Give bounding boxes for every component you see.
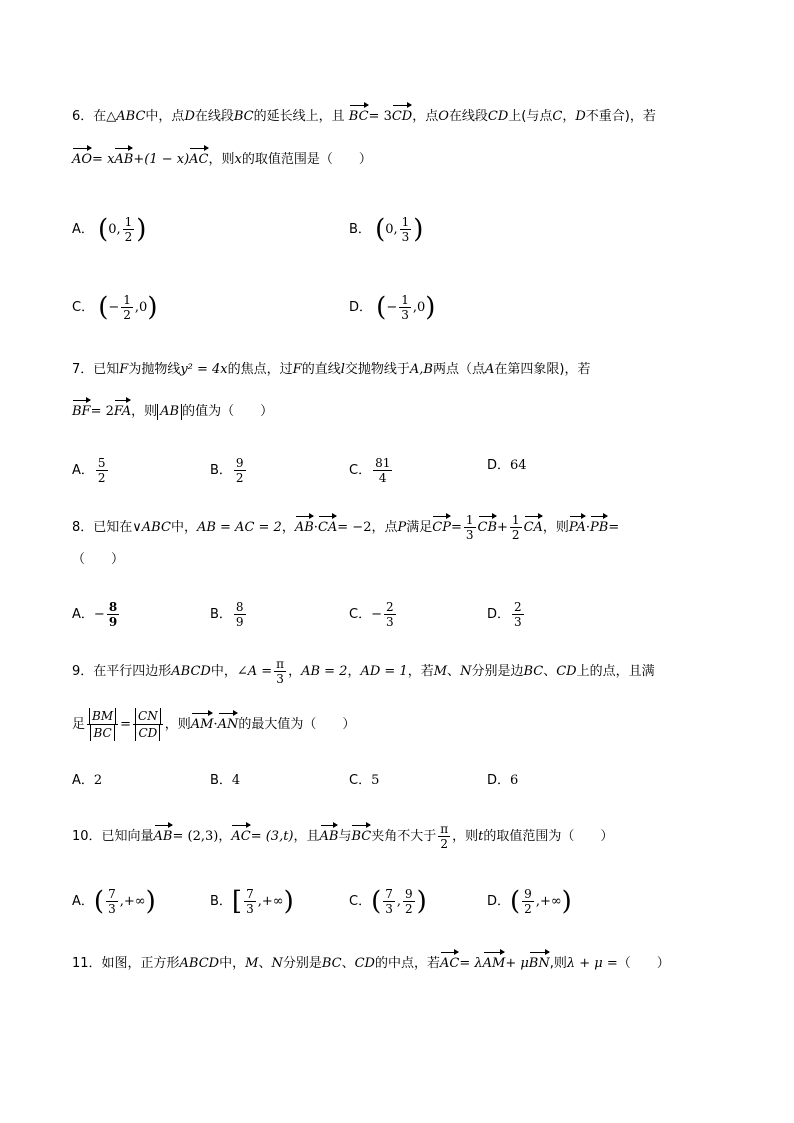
paren-open: ( xyxy=(98,214,109,245)
option-label: A． xyxy=(72,773,94,788)
vector-ab: AB xyxy=(295,518,314,538)
vector-cb: CB xyxy=(478,518,498,538)
math-lambda-mu: λ + μ = xyxy=(566,956,618,971)
option-label: A． xyxy=(72,607,94,622)
vector-ac: AC xyxy=(231,827,250,847)
q10-text: 的取值范围为（ ） xyxy=(483,829,614,844)
q9-option-c[interactable] xyxy=(349,771,379,791)
q7-text: 为抛物线 xyxy=(128,362,181,377)
q9-option-b[interactable] xyxy=(210,771,240,791)
q9-text: ， xyxy=(347,664,361,679)
option-value: ,0 xyxy=(134,300,148,315)
q11-text: ,则 xyxy=(549,956,567,971)
q7-text: 的值为（ ） xyxy=(182,404,274,419)
q6-option-d[interactable] xyxy=(349,293,435,322)
option-value: 4 xyxy=(231,773,241,788)
math-f: F xyxy=(119,362,129,377)
math-abcd: ABCD xyxy=(171,664,211,679)
option-label: B． xyxy=(210,894,232,909)
q9-text: 足 xyxy=(72,717,86,732)
vector-bn: BN xyxy=(529,954,550,974)
fraction: $\frac{5}{2}$ xyxy=(97,456,106,485)
fraction: $\frac{\pi}{2}$ xyxy=(440,822,449,851)
math-l: l xyxy=(340,362,345,377)
q9-option-d[interactable] xyxy=(487,771,518,791)
math-ab: A,B xyxy=(409,362,433,377)
math-cd: CD xyxy=(487,109,509,124)
option-value: 2 xyxy=(93,773,103,788)
option-value: ,+∞ xyxy=(257,894,284,909)
paren-close: ) xyxy=(147,292,158,323)
math-eq: AD = 1 xyxy=(360,664,408,679)
fraction: $\frac{1}{3}$ xyxy=(465,513,474,542)
q8-text: （ ） xyxy=(72,552,125,567)
vector-ca: CA xyxy=(524,518,543,538)
option-value: 0, xyxy=(385,222,398,237)
bracket-close: ) xyxy=(416,886,427,917)
q6-option-a[interactable] xyxy=(72,215,146,244)
math-eq: = −2 xyxy=(337,520,372,535)
fraction: $\frac{9}{2}$ xyxy=(235,456,244,485)
q8-option-c[interactable] xyxy=(349,600,398,629)
q9-text: 、 xyxy=(543,664,557,679)
minus-sign: − xyxy=(386,300,398,315)
math-plus: + μ xyxy=(505,956,529,971)
q8-text: 中， xyxy=(170,520,197,535)
q6-text: 在线段 xyxy=(194,109,234,124)
q7-text: 的直线 xyxy=(301,362,341,377)
q6-option-b[interactable] xyxy=(349,215,423,244)
option-label: C． xyxy=(349,463,372,478)
q7-option-d[interactable] xyxy=(487,456,527,476)
q8-line1 xyxy=(72,513,619,542)
vector-ab: AB xyxy=(154,827,173,847)
q9-text: ， xyxy=(288,664,302,679)
fraction: $\frac{81}{4}$ xyxy=(375,456,391,485)
q7-text: 在第四象限)，若 xyxy=(494,362,591,377)
option-label: D． xyxy=(487,607,511,622)
fraction: $\frac{CN}{CD}$ xyxy=(133,708,163,741)
q7-line2 xyxy=(72,402,273,422)
fraction: $\frac{8}{9}$ xyxy=(108,600,118,629)
q8-option-d[interactable] xyxy=(487,600,526,629)
math-plus: + xyxy=(497,520,508,535)
q6-option-c[interactable] xyxy=(72,293,157,322)
math-eq: = 2 xyxy=(90,404,114,419)
option-label: A． xyxy=(72,894,94,909)
q10-option-d[interactable] xyxy=(487,887,572,916)
q7-text: ，则 xyxy=(131,404,158,419)
math-eq: AB = 2 xyxy=(301,664,348,679)
q8-text: ，则 xyxy=(542,520,569,535)
q8-text: 8．已知在 xyxy=(72,520,133,535)
q6-text: 上(与点 xyxy=(508,109,553,124)
q8-text: ，点 xyxy=(371,520,398,535)
paren-open: ( xyxy=(375,214,386,245)
option-value: 64 xyxy=(510,458,527,473)
bracket-open: [ xyxy=(231,886,243,917)
vector-am: AM xyxy=(191,715,214,735)
math-eq: = xyxy=(450,520,462,535)
option-value: 5 xyxy=(371,773,380,788)
q10-text: ，则 xyxy=(452,829,479,844)
q11-text: 中， xyxy=(219,956,246,971)
dot-product: · xyxy=(213,717,218,732)
q10-text: 与 xyxy=(338,829,352,844)
math-m: M xyxy=(433,664,448,679)
q8-text: 满足 xyxy=(406,520,433,535)
q6-line2 xyxy=(72,150,372,170)
math-bc: BC xyxy=(233,109,254,124)
math-n: N xyxy=(460,664,472,679)
vector-bf: BF xyxy=(72,402,91,422)
math-abc: ABC xyxy=(141,520,171,535)
q6-text: ，则 xyxy=(208,152,235,167)
q7-option-c[interactable] xyxy=(349,456,394,485)
vector-an: AN xyxy=(218,715,239,735)
fraction: $\frac{2}{3}$ xyxy=(385,600,394,629)
math-eq: = xyxy=(608,520,620,535)
math-cd: CD xyxy=(354,956,375,971)
option-label: D． xyxy=(487,894,511,909)
option-value: ,+∞ xyxy=(119,894,146,909)
q6-text: 不重合)，若 xyxy=(585,109,656,124)
option-value: ,0 xyxy=(412,300,426,315)
q6-text: 6．在 xyxy=(72,109,107,124)
q10-line xyxy=(72,822,613,851)
fraction: $\frac{1}{2}$ xyxy=(124,215,133,244)
q11-text: 的中点，若 xyxy=(374,956,440,971)
q11-text: 、 xyxy=(258,956,272,971)
option-label: A． xyxy=(72,463,94,478)
q6-text: 的延长线上，且 xyxy=(253,109,345,124)
vector-am: AM xyxy=(483,954,506,974)
fraction: $\frac{BM}{BC}$ xyxy=(87,708,118,741)
q11-line xyxy=(72,954,670,974)
abs-ab: AB xyxy=(157,404,182,420)
fraction: $\frac{\pi}{3}$ xyxy=(276,657,285,686)
q7-text: 7．已知 xyxy=(72,362,120,377)
math-eq: = x xyxy=(92,152,115,167)
option-label: B． xyxy=(210,773,232,788)
q9-text: 中， xyxy=(210,664,237,679)
q11-text: 分别是 xyxy=(282,956,322,971)
option-label: C． xyxy=(349,607,372,622)
q8-line2 xyxy=(72,550,124,570)
math-one-minus-x: (1 − x) xyxy=(144,152,190,167)
option-label: C． xyxy=(349,894,372,909)
bracket-open: ( xyxy=(93,886,105,917)
q10-option-b[interactable] xyxy=(210,887,294,916)
fraction: $\frac{9}{2}$ xyxy=(405,887,413,916)
vector-ao: AO xyxy=(72,150,92,170)
math-bc: BC xyxy=(523,664,544,679)
q9-line1 xyxy=(72,657,655,686)
q6-text: 中，点 xyxy=(145,109,185,124)
q9-option-a[interactable] xyxy=(72,771,102,791)
math-x: x xyxy=(234,152,242,167)
vector-pb: PB xyxy=(590,518,608,538)
math-f: F xyxy=(292,362,302,377)
math-d: D xyxy=(184,109,195,124)
math-bc: BC xyxy=(321,956,342,971)
vector-cp: CP xyxy=(432,518,451,538)
fraction: $\frac{1}{2}$ xyxy=(511,513,520,542)
fraction: $\frac{8}{9}$ xyxy=(235,600,244,629)
vector-bc: BC xyxy=(349,107,369,127)
math-abc: ABC xyxy=(116,109,146,124)
math-abcd: ABCD xyxy=(179,956,220,971)
option-label: C． xyxy=(72,300,95,315)
q10-text: ，且 xyxy=(293,829,320,844)
dot-product: · xyxy=(313,520,318,535)
fraction: $\frac{1}{3}$ xyxy=(401,293,409,322)
option-label: C． xyxy=(349,773,372,788)
vector-ab: AB xyxy=(114,150,133,170)
dot-product: · xyxy=(585,520,591,535)
math-angle: ∠A = xyxy=(236,664,273,679)
q6-text: 在线段 xyxy=(448,109,488,124)
bracket-close: ) xyxy=(561,886,572,917)
math-d: D xyxy=(575,109,586,124)
paren-close: ) xyxy=(136,214,147,245)
q7-text: 的焦点，过 xyxy=(227,362,293,377)
option-value: 0, xyxy=(108,222,121,237)
paren-close: ) xyxy=(413,214,424,245)
bracket-close: ) xyxy=(145,886,156,917)
q9-text: ，若 xyxy=(407,664,434,679)
q9-text: 分别是边 xyxy=(471,664,524,679)
math-plus: + xyxy=(133,152,145,167)
math-eq: = 3 xyxy=(368,109,392,124)
q8-option-b[interactable] xyxy=(210,600,248,629)
math-p: P xyxy=(397,520,407,535)
option-label: A． xyxy=(72,222,94,237)
triangle-symbol: △ xyxy=(106,109,117,124)
minus-sign: − xyxy=(371,607,382,622)
fraction: $\frac{7}{3}$ xyxy=(246,887,254,916)
math-eq: = (2,3) xyxy=(172,829,219,844)
q7-option-b[interactable] xyxy=(210,456,248,485)
q6-text: ， xyxy=(562,109,576,124)
option-value: 6 xyxy=(510,773,519,788)
option-label: D． xyxy=(349,300,373,315)
q9-text: 的最大值为（ ） xyxy=(238,717,356,732)
q10-option-a[interactable] xyxy=(72,887,156,916)
triangle-symbol: ∨ xyxy=(132,520,142,535)
paren-close: ) xyxy=(425,292,436,323)
q6-text: 的取值范围是（ ） xyxy=(241,152,372,167)
math-a: A xyxy=(485,362,495,377)
option-label: B． xyxy=(210,463,232,478)
q7-line1 xyxy=(72,360,590,380)
q8-option-a[interactable] xyxy=(72,600,121,629)
q10-text: 夹角不大于 xyxy=(371,829,437,844)
math-n: N xyxy=(271,956,283,971)
fraction: $\frac{9}{2}$ xyxy=(524,887,532,916)
fraction: $\frac{7}{3}$ xyxy=(385,887,393,916)
math-t: t xyxy=(478,829,484,844)
math-cd: CD xyxy=(556,664,577,679)
q6-line1 xyxy=(72,107,656,127)
bracket-close: ) xyxy=(283,886,294,917)
minus-sign: − xyxy=(108,300,120,315)
math-parabola: y² = 4x xyxy=(180,362,228,377)
bracket-open: ( xyxy=(510,886,521,917)
q7-option-a[interactable] xyxy=(72,456,110,485)
q7-text: 两点（点 xyxy=(432,362,485,377)
q10-option-c[interactable] xyxy=(349,887,427,916)
q10-text: 10．已知向量 xyxy=(72,829,154,844)
q6-text: ，点 xyxy=(412,109,439,124)
q9-text: 9．在平行四边形 xyxy=(72,664,172,679)
vector-cd: CD xyxy=(392,107,412,127)
q9-text: 、 xyxy=(447,664,461,679)
vector-pa: PA xyxy=(569,518,586,538)
option-label: B． xyxy=(210,607,232,622)
vector-fa: FA xyxy=(114,402,131,422)
minus-sign: − xyxy=(93,607,105,622)
math-eq: = λ xyxy=(459,956,483,971)
option-value: , xyxy=(396,894,402,909)
option-label: D． xyxy=(487,773,511,788)
q9-text: ，则 xyxy=(164,717,191,732)
q9-text: 上的点，且满 xyxy=(576,664,655,679)
vector-ab: AB xyxy=(320,827,339,847)
q11-text: 、 xyxy=(341,956,355,971)
vector-bc: BC xyxy=(351,827,371,847)
option-label: B． xyxy=(349,222,371,237)
math-eq: AB = AC = 2 xyxy=(196,520,282,535)
math-eq: = xyxy=(120,717,132,732)
bracket-open: ( xyxy=(371,886,382,917)
option-label: D． xyxy=(487,458,511,473)
q8-text: ， xyxy=(281,520,295,535)
fraction: $\frac{7}{3}$ xyxy=(108,887,116,916)
paren-open: ( xyxy=(376,292,387,323)
q11-text: （ ） xyxy=(617,956,670,971)
paren-open: ( xyxy=(98,292,109,323)
math-m: M xyxy=(245,956,259,971)
vector-ac: AC xyxy=(189,150,208,170)
q7-text: 交抛物线于 xyxy=(344,362,410,377)
option-value: ,+∞ xyxy=(535,894,562,909)
q10-text: ， xyxy=(218,829,232,844)
vector-ca: CA xyxy=(318,518,337,538)
math-eq: = (3,t) xyxy=(250,829,294,844)
vector-ac: AC xyxy=(440,954,459,974)
q9-line2 xyxy=(72,708,355,741)
math-c: C xyxy=(552,109,563,124)
fraction: $\frac{1}{3}$ xyxy=(401,215,410,244)
q11-text: 11．如图，正方形 xyxy=(72,956,180,971)
fraction: $\frac{1}{2}$ xyxy=(123,293,131,322)
fraction: $\frac{2}{3}$ xyxy=(514,600,522,629)
math-o: O xyxy=(438,109,449,124)
